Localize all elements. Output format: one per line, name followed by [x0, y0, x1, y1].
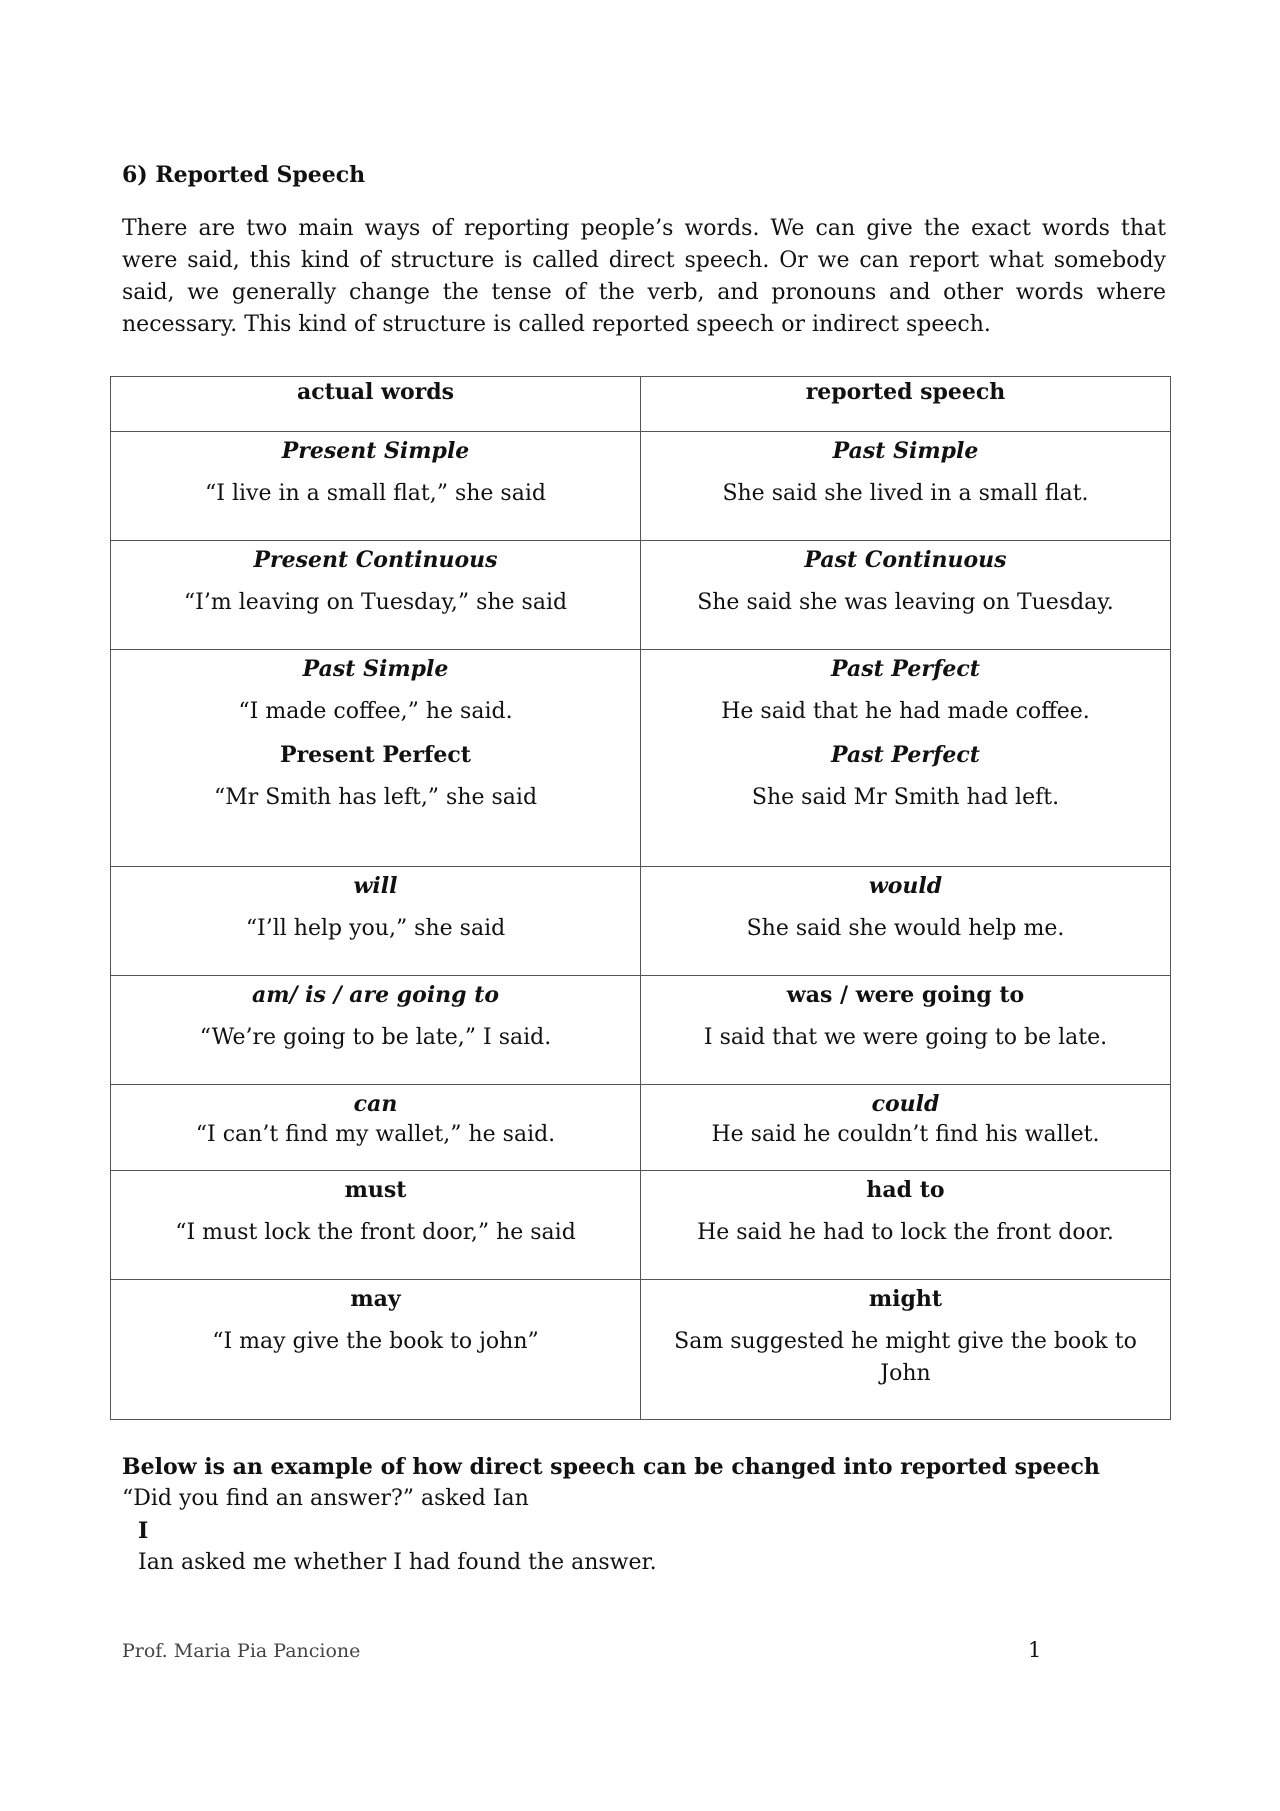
- tense-label: will: [353, 873, 398, 899]
- tense-label: Past Simple: [832, 438, 979, 464]
- reported-cell: [641, 976, 1171, 1085]
- example-text: Sam suggested he might give the book to John: [674, 1329, 1137, 1386]
- tense-label: Present Perfect: [280, 742, 471, 768]
- example-text: She said she was leaving on Tuesday.: [697, 590, 1114, 615]
- example-section: [122, 1451, 1100, 1579]
- tense-label: would: [868, 873, 943, 899]
- actual-cell: [111, 867, 641, 976]
- tense-label: Past Perfect: [831, 742, 980, 768]
- actual-cell: [111, 1085, 641, 1171]
- example-text: I said that we were going to be late.: [703, 1025, 1108, 1050]
- tense-label: Past Perfect: [831, 656, 980, 682]
- example-text: “I live in a small flat,” she said: [205, 481, 546, 506]
- table-row: [111, 541, 1171, 650]
- example-text: He said he had to lock the front door.: [697, 1220, 1114, 1245]
- table-row: [111, 650, 1171, 867]
- example-text: He said he couldn’t find his wallet.: [711, 1122, 1100, 1147]
- reported-speech-example: Ian asked me whether I had found the answer.: [138, 1550, 657, 1575]
- footer-author: Prof. Maria Pia Pancione: [122, 1640, 361, 1662]
- actual-cell: [111, 541, 641, 650]
- example-text: “I’m leaving on Tuesday,” she said: [183, 590, 568, 615]
- reported-cell: [641, 1171, 1171, 1280]
- table-row: [111, 432, 1171, 541]
- example-title: Below is an example of how direct speech can be changed into reported speech: [122, 1454, 1100, 1480]
- reported-cell: [641, 432, 1171, 541]
- example-text: “We’re going to be late,” I said.: [199, 1025, 552, 1050]
- reported-cell: [641, 1085, 1171, 1171]
- tense-label: might: [868, 1286, 943, 1312]
- tense-label: was / were going to: [786, 982, 1025, 1008]
- actual-cell: [111, 976, 641, 1085]
- reported-cell: [641, 1280, 1171, 1420]
- tense-label: Past Simple: [302, 656, 449, 682]
- table-row: [111, 1085, 1171, 1171]
- example-text: “I made coffee,” he said.: [238, 699, 513, 724]
- tense-label: Past Continuous: [804, 547, 1007, 573]
- example-text: “Mr Smith has left,” she said: [213, 785, 538, 810]
- table-row: [111, 867, 1171, 976]
- example-text: “I may give the book to john”: [212, 1329, 539, 1354]
- actual-cell: [111, 650, 641, 867]
- header-reported-speech: reported speech: [641, 377, 1171, 432]
- table-row: [111, 976, 1171, 1085]
- example-text: “I can’t find my wallet,” he said.: [195, 1122, 556, 1147]
- example-text: “I must lock the front door,” he said: [175, 1220, 576, 1245]
- example-text: “I’ll help you,” she said: [245, 916, 506, 941]
- tense-label: Present Simple: [281, 438, 470, 464]
- tense-label: am/ is / are going to: [251, 982, 500, 1008]
- tense-label: had to: [866, 1177, 945, 1203]
- intro-paragraph: There are two main ways of reporting people’s words. We can give the exact words that were said, this kind of structure is called direct speech. Or we can report what somebody said, we generally change the tense of the verb, and pronouns and other words where necessary. This kind of structure is called reported speech or indirect speech.: [122, 216, 1166, 337]
- direct-speech-example: “Did you find an answer?” asked Ian: [122, 1486, 529, 1511]
- tense-label: must: [344, 1177, 407, 1203]
- tense-label: could: [871, 1091, 940, 1117]
- example-text: She said she lived in a small flat.: [722, 481, 1089, 506]
- table-row: [111, 1171, 1171, 1280]
- reported-cell: [641, 867, 1171, 976]
- tense-label: Present Continuous: [253, 547, 498, 573]
- actual-cell: [111, 1280, 641, 1420]
- section-heading: 6) Reported Speech: [122, 162, 366, 188]
- tense-table: [110, 376, 1171, 1420]
- actual-cell: [111, 432, 641, 541]
- reported-cell: [641, 541, 1171, 650]
- table-row: [111, 1280, 1171, 1420]
- header-actual-words: actual words: [111, 377, 641, 432]
- tense-label: can: [353, 1091, 398, 1117]
- example-text: He said that he had made coffee.: [721, 699, 1090, 724]
- example-text: She said Mr Smith had left.: [751, 785, 1060, 810]
- example-text: She said she would help me.: [746, 916, 1065, 941]
- actual-cell: [111, 1171, 641, 1280]
- table-header-row: [111, 377, 1171, 432]
- marker-letter: I: [138, 1518, 149, 1544]
- reported-cell: [641, 650, 1171, 867]
- tense-label: may: [350, 1286, 401, 1312]
- page-number: 1: [1028, 1638, 1042, 1662]
